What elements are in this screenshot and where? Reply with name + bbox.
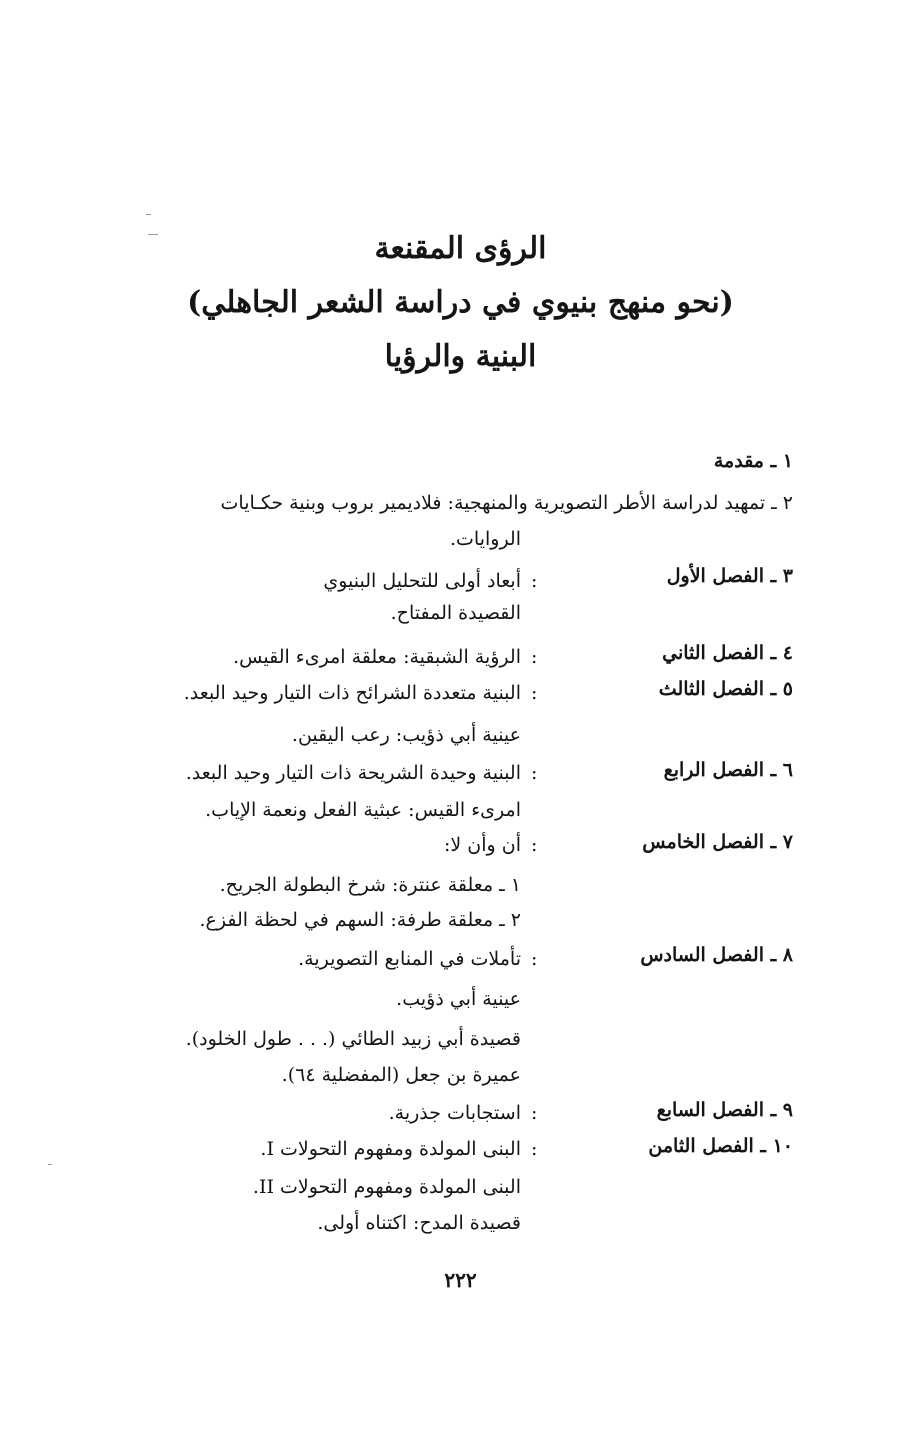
toc-chapter-label: ٦ ـ الفصل الرابع <box>663 759 793 781</box>
toc-colon: : <box>531 762 538 784</box>
section-title: البنية والرؤيا <box>384 339 537 374</box>
toc-chapter-label: ٧ ـ الفصل الخامس <box>642 831 793 853</box>
toc-chapter-line: ٢ ـ معلقة طرفة: السهم في لحظة الفزع. <box>199 909 521 931</box>
toc-chapter-line: عينية أبي ذؤيب. <box>396 988 521 1010</box>
toc-chapter-line: امرىء القيس: عبثية الفعل ونعمة الإياب. <box>205 799 521 821</box>
toc-chapter-line: البنى المولدة ومفهوم التحولات I. <box>260 1138 521 1160</box>
toc-chapter-line: قصيدة المدح: اكتناه أولى. <box>317 1212 521 1234</box>
toc-chapter-label: ٣ ـ الفصل الأول <box>666 565 793 587</box>
toc-chapter-line: الرؤية الشبقية: معلقة امرىء القيس. <box>233 646 521 668</box>
toc-colon: : <box>531 948 538 970</box>
toc-entry-prelude-continued: الروايات. <box>449 528 521 550</box>
toc-chapter-line: عميرة بن جعل (المفضلية ٦٤). <box>281 1064 521 1086</box>
toc-colon: : <box>531 646 538 668</box>
toc-colon: : <box>531 1102 538 1124</box>
toc-chapter-line: قصيدة أبي زبيد الطائي (. . . طول الخلود). <box>185 1028 521 1050</box>
toc-chapter-line: ١ ـ معلقة عنترة: شرخ البطولة الجريح. <box>219 874 521 896</box>
toc-chapter-line: البنية متعددة الشرائح ذات التيار وحيد البعد. <box>183 682 521 704</box>
toc-colon: : <box>531 682 538 704</box>
toc-chapter-line: البنى المولدة ومفهوم التحولات II. <box>252 1176 521 1198</box>
toc-entry-prelude: ٢ ـ تمهيد لدراسة الأطر التصويرية والمنهجية: فلاديمير بروب وبنية حكـايات <box>220 492 793 514</box>
main-title: الرؤى المقنعة <box>374 231 547 266</box>
toc-chapter-line: عينية أبي ذؤيب: رعب اليقين. <box>291 724 521 746</box>
subtitle: (نحو منهج بنيوي في دراسة الشعر الجاهلي) <box>187 285 734 320</box>
toc-chapter-label: ٤ ـ الفصل الثاني <box>662 642 793 664</box>
toc-chapter-line: أبعاد أولى للتحليل البنيوي <box>323 570 521 592</box>
toc-chapter-line: استجابات جذرية. <box>388 1102 521 1124</box>
toc-chapter-line: أن وأن لا: <box>444 834 521 856</box>
toc-colon: : <box>531 570 538 592</box>
toc-colon: : <box>531 1138 538 1160</box>
toc-chapter-line: تأملات في المنابع التصويرية. <box>298 948 521 970</box>
toc-chapter-label: ١٠ ـ الفصل الثامن <box>648 1135 793 1157</box>
toc-colon: : <box>531 834 538 856</box>
page-number: ٢٢٢ <box>444 1268 477 1292</box>
toc-chapter-label: ٨ ـ الفصل السادس <box>640 944 793 966</box>
toc-chapter-line: القصيدة المفتاح. <box>390 602 521 624</box>
toc-chapter-label: ٩ ـ الفصل السابع <box>656 1099 793 1121</box>
toc-entry-intro: ١ ـ مقدمة <box>713 450 793 472</box>
toc-chapter-label: ٥ ـ الفصل الثالث <box>658 678 793 700</box>
toc-chapter-line: البنية وحيدة الشريحة ذات التيار وحيد البعد. <box>185 762 521 784</box>
